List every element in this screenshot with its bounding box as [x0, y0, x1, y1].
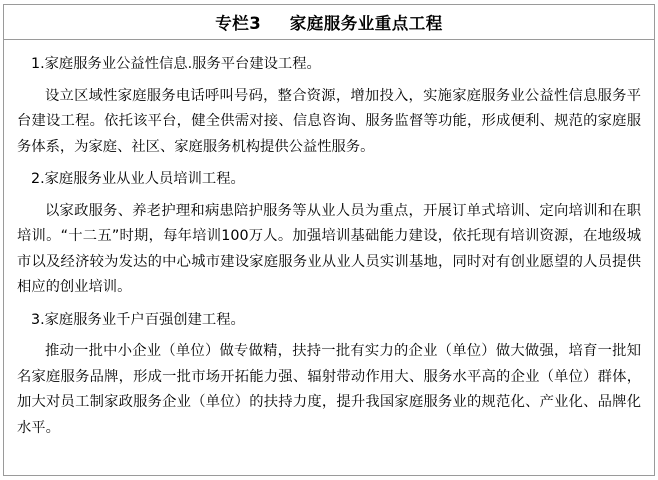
paragraph-heading-3: 3.家庭服务业千户百强创建工程。 — [31, 311, 245, 328]
box-title-bar — [4, 5, 654, 40]
box-body — [4, 40, 654, 451]
paragraph-heading-2: 2.家庭服务业从业人员培训工程。 — [31, 171, 245, 187]
paragraph-body-3: 推动一批中小企业（单位）做专做精，扶持一批有实力的企业（单位）做大做强，培育一批知名家庭服务品牌，形成一批市场开拓能力强、辐射带动作用大、服务水平高的企业（单位）群体，加大对员工制家政服务企业（单位）的扶持力度，提升我国家庭服务业的规范化、产业化、品牌化水平。 — [17, 343, 641, 436]
paragraph-body-1: 设立区域性家庭服务电话呼叫号码，整合资源，增加投入，实施家庭服务业公益性信息服务平台建设工程。依托该平台，健全供需对接、信息咨询、服务监督等功能，形成便利、规范的家庭服务体系，为家庭、社区、家庭服务机构提供公益性服务。 — [17, 87, 641, 155]
box-title — [215, 10, 442, 34]
special-column-box — [3, 4, 655, 476]
paragraph-heading-1: 1.家庭服务业公益性信息.服务平台建设工程。 — [31, 56, 321, 72]
box-title-label: 专栏3 — [215, 14, 262, 33]
paragraph-body-2: 以家政服务、养老护理和病患陪护服务等从业人员为重点，开展订单式培训、定向培训和在职培训。“十二五”时期，每年培训100万人。加强培训基础能力建设，依托现有培训资源，在地级城市以及经济较为发达的中心城市建设家庭服务业从业人员实训基地，同时对有创业愿望的人员提供相应的创业培训。 — [17, 202, 641, 295]
box-title-main: 家庭服务业重点工程 — [289, 14, 443, 33]
